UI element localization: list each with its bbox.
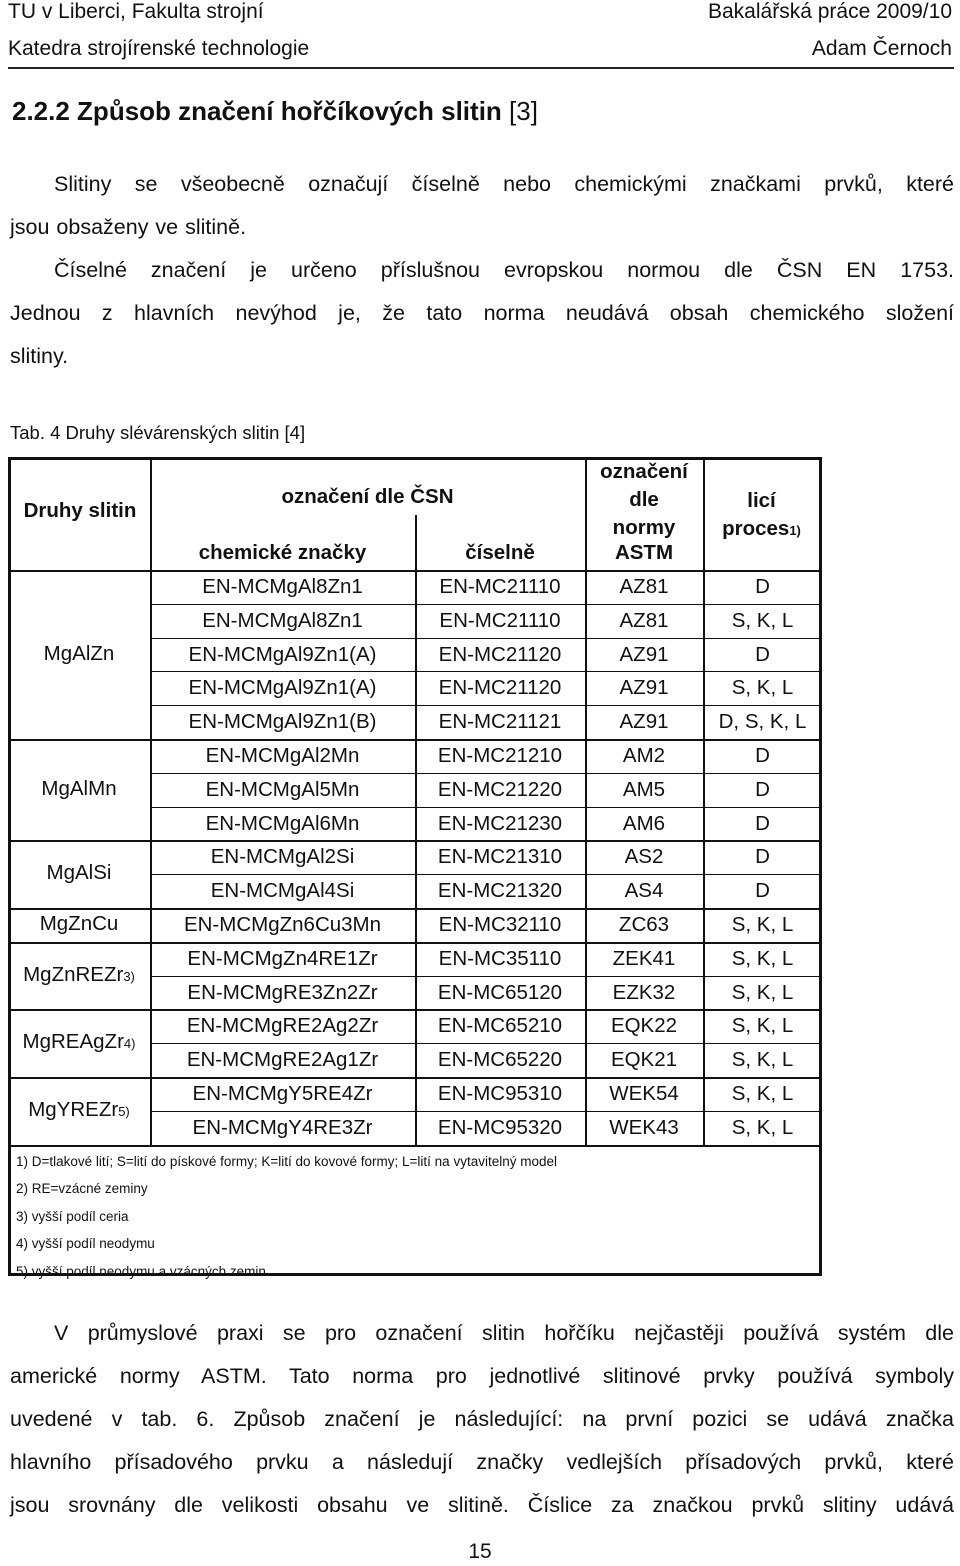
table-cell-num: EN-MC65210 — [437, 1014, 563, 1038]
table-cell-chem: EN-MCMgAl9Zn1(B) — [188, 710, 377, 734]
paragraph-line: V průmyslové praxi se pro označení slitin hořčíku nejčastěji používá systém dle — [54, 1321, 954, 1345]
table-cell-num: EN-MC21220 — [437, 777, 563, 801]
header-astm-line: normy — [612, 516, 676, 539]
header-astm-line: dle — [629, 488, 659, 511]
table-group-rule — [8, 1077, 822, 1079]
group-label — [8, 963, 150, 987]
group-name: MgAlMn — [41, 776, 117, 800]
table-cell-proc: S, K, L — [731, 608, 794, 632]
table-header-vline — [415, 515, 417, 570]
table-cell-proc: D — [755, 744, 770, 767]
table-cell-astm: AZ91 — [619, 676, 669, 700]
table-cell-chem: EN-MCMgZn4RE1Zr — [187, 946, 378, 970]
header-right-bottom: Adam Černoch — [811, 37, 952, 60]
header-ciselne: číselně — [465, 541, 535, 564]
table-group-rule — [8, 908, 822, 910]
paragraph-line: Slitiny se všeobecně označují číselně nebo chemickými značkami prvků, které — [54, 172, 954, 196]
alloy-table — [8, 457, 822, 1279]
header-rule — [8, 67, 954, 69]
table-cell-proc: S, K, L — [731, 1014, 794, 1038]
table-group-rule — [8, 739, 822, 741]
table-cell-proc: S, K, L — [731, 1115, 794, 1139]
table-footnote: 2) RE=vzácné zeminy — [16, 1181, 148, 1197]
group-name: MgZnREZr — [23, 962, 124, 986]
table-group-rule — [8, 840, 822, 842]
table-cell-chem: EN-MCMgAl6Mn — [205, 811, 360, 835]
table-cell-astm: AZ91 — [619, 642, 669, 666]
header-chemicke-znacky: chemické značky — [198, 541, 367, 564]
header-proces-line: licí — [747, 489, 776, 512]
header-astm-line: označení — [600, 460, 688, 483]
table-cell-proc: S, K, L — [731, 946, 794, 970]
group-label — [8, 777, 150, 801]
table-cell-astm: EQK21 — [610, 1048, 678, 1072]
table-cell-astm: AS4 — [624, 879, 664, 903]
table-cell-proc: D — [755, 777, 770, 801]
header-lici-proces — [703, 487, 820, 545]
paragraph-line: Číselné značení je určeno příslušnou evropskou normou dle ČSN EN 1753. — [54, 258, 954, 282]
table-footnote: 4) vyšší podíl neodymu — [16, 1236, 155, 1252]
table-cell-astm: EQK22 — [610, 1014, 678, 1038]
table-cell-astm: AZ81 — [619, 608, 669, 632]
paragraph-3 — [10, 1312, 954, 1527]
table-cell-chem: EN-MCMgY5RE4Zr — [192, 1082, 373, 1105]
table-cell-proc: D — [755, 811, 770, 835]
table-cell-num: EN-MC21110 — [439, 575, 561, 598]
table-cell-astm: EZK32 — [612, 980, 676, 1004]
table-cell-chem: EN-MCMgAl2Si — [210, 845, 355, 869]
table-cell-proc: D — [755, 845, 770, 869]
table-cell-proc: D — [755, 642, 770, 666]
table-cell-num: EN-MC35110 — [438, 946, 562, 970]
table-cell-chem: EN-MCMgAl9Zn1(A) — [188, 642, 377, 666]
table-cell-num: EN-MC21120 — [438, 676, 562, 700]
table-row-rule — [150, 1043, 822, 1044]
table-cell-astm: AM6 — [622, 811, 666, 835]
table-footnote: 5) vyšší podíl neodymu a vzácných zemin — [16, 1263, 266, 1279]
page-number: 15 — [468, 1540, 492, 1563]
table-cell-chem: EN-MCMgRE3Zn2Zr — [187, 980, 378, 1004]
table-cell-num: EN-MC95320 — [437, 1115, 563, 1139]
table-cell-chem: EN-MCMgAl8Zn1 — [202, 608, 363, 632]
table-cell-chem: EN-MCMgAl2Mn — [205, 744, 360, 767]
paragraph-line: slitiny. — [10, 344, 69, 368]
table-cell-chem: EN-MCMgZn6Cu3Mn — [183, 913, 382, 936]
table-header-vline — [703, 457, 705, 570]
table-row-rule — [150, 671, 822, 672]
section-ref: [3] — [509, 96, 538, 126]
table-cell-astm: ZC63 — [618, 913, 670, 936]
table-cell-chem: EN-MCMgAl5Mn — [205, 777, 360, 801]
table-row-rule — [150, 638, 822, 639]
table-cell-num: EN-MC32110 — [438, 913, 562, 936]
paragraph-line: uvedené v tab. 6. Způsob značení je následující: na první pozici se udává značka — [10, 1407, 954, 1431]
table-cell-chem: EN-MCMgAl8Zn1 — [202, 575, 363, 598]
group-name: MgAlZn — [43, 641, 115, 665]
table-cell-num: EN-MC21210 — [437, 744, 563, 767]
table-header-vline — [150, 457, 152, 570]
table-border-top — [8, 457, 822, 460]
table-group-rule — [8, 1009, 822, 1011]
table-row-rule — [150, 705, 822, 706]
paragraph-line: Jednou z hlavních nevýhod je, že tato norma neudává obsah chemického složení — [10, 301, 954, 325]
group-label — [8, 1098, 150, 1122]
table-footnote-rule — [8, 1145, 822, 1147]
header-left-bottom: Katedra strojírenské technologie — [8, 37, 310, 60]
table-cell-proc: D — [755, 575, 770, 598]
table-cell-chem: EN-MCMgY4RE3Zr — [192, 1115, 373, 1139]
table-row-rule — [150, 773, 822, 774]
table-cell-num: EN-MC95310 — [437, 1082, 563, 1105]
table-cell-chem: EN-MCMgRE2Ag1Zr — [186, 1048, 379, 1072]
group-name: MgAlSi — [46, 861, 112, 885]
header-right-top: Bakalářská práce 2009/10 — [708, 0, 952, 23]
table-cell-num: EN-MC21320 — [437, 879, 563, 903]
paragraph-line: americké normy ASTM. Tato norma pro jednotlivé slitinové prvky používá symboly — [10, 1364, 954, 1388]
table-cell-astm: AZ81 — [619, 575, 669, 598]
table-row-rule — [150, 976, 822, 977]
table-cell-chem: EN-MCMgAl9Zn1(A) — [188, 676, 377, 700]
table-row-rule — [150, 874, 822, 875]
table-cell-num: EN-MC21121 — [438, 710, 562, 734]
group-label — [8, 642, 150, 666]
table-cell-astm: ZEK41 — [612, 946, 676, 970]
table-cell-proc: S, K, L — [731, 980, 794, 1004]
table-row-rule — [150, 807, 822, 808]
table-cell-astm: AM2 — [622, 744, 666, 767]
group-name: MgZnCu — [39, 911, 119, 935]
group-name: MgYREZr — [28, 1097, 119, 1121]
table-cell-num: EN-MC21230 — [437, 811, 563, 835]
table-cell-chem: EN-MCMgRE2Ag2Zr — [186, 1014, 379, 1038]
paragraph-line: jsou srovnány dle velikosti obsahu ve slitině. Číslice za značkou prvků slitiny udává — [10, 1493, 954, 1517]
paragraph-1 — [10, 163, 954, 378]
paragraph-line: jsou obsaženy ve slitině. — [10, 215, 247, 239]
header-proces-text: proces — [722, 517, 790, 540]
header-proces-line — [703, 515, 820, 545]
table-caption: Tab. 4 Druhy slévárenských slitin [4] — [10, 422, 306, 443]
group-label — [8, 912, 150, 936]
table-row-rule — [150, 1111, 822, 1112]
paragraph-line: hlavního přísadového prvku a následují značky vedlejších přísadových prvků, které — [10, 1450, 954, 1474]
group-label — [8, 1030, 150, 1054]
group-sup: 5) — [118, 1103, 130, 1119]
table-cell-proc: D — [755, 879, 770, 903]
table-cell-proc: S, K, L — [731, 1082, 794, 1105]
group-name: MgREAgZr — [22, 1030, 124, 1054]
table-header-vline — [585, 457, 587, 570]
table-cell-proc: S, K, L — [731, 913, 794, 936]
table-group-rule — [8, 942, 822, 944]
table-cell-num: EN-MC21120 — [438, 642, 562, 666]
table-footnote: 3) vyšší podíl ceria — [16, 1208, 129, 1224]
table-cell-proc: S, K, L — [731, 1048, 794, 1072]
header-oznaceni-csn: označení dle ČSN — [281, 485, 454, 508]
group-sup: 4) — [123, 1036, 136, 1052]
table-cell-astm: AS2 — [624, 845, 664, 869]
header-druhy-slitin: Druhy slitin — [23, 499, 137, 522]
header-left-top: TU v Liberci, Fakulta strojní — [8, 0, 264, 23]
table-cell-astm: WEK54 — [609, 1082, 679, 1105]
table-cell-num: EN-MC21110 — [439, 608, 561, 632]
header-astm — [585, 458, 703, 567]
table-cell-proc: S, K, L — [731, 676, 794, 700]
table-cell-num: EN-MC21310 — [437, 845, 563, 869]
table-cell-astm: AM5 — [622, 777, 666, 801]
table-cell-astm: WEK43 — [609, 1115, 679, 1139]
header-proces-sup: 1) — [789, 523, 801, 538]
table-cell-astm: AZ91 — [619, 710, 669, 734]
table-cell-num: EN-MC65120 — [437, 980, 563, 1004]
section-title — [12, 96, 538, 127]
table-footnote: 1) D=tlakové lití; S=lití do pískové formy; K=lití do kovové formy; L=lití na vytavitelný model — [16, 1153, 557, 1169]
group-sup: 3) — [123, 968, 135, 984]
table-cell-chem: EN-MCMgAl4Si — [210, 879, 355, 903]
group-label — [8, 861, 150, 885]
table-row-rule — [150, 604, 822, 605]
table-cell-proc: D, S, K, L — [718, 710, 807, 734]
table-cell-num: EN-MC65220 — [437, 1048, 563, 1072]
header-astm-line: ASTM — [614, 541, 674, 564]
section-title-text: 2.2.2 Způsob značení hořčíkových slitin — [12, 96, 502, 126]
